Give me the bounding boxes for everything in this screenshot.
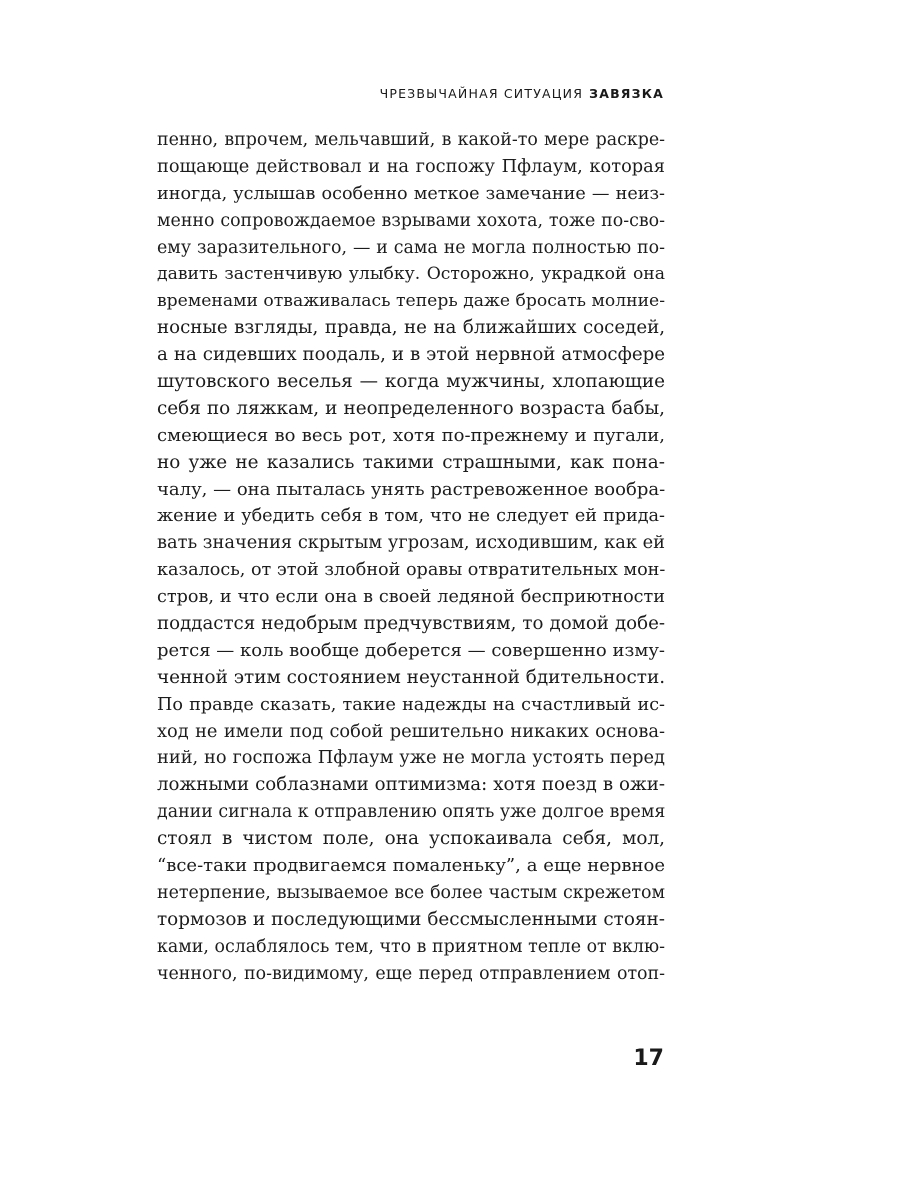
text-line: ему заразительного, — и сама не могла полностью по- bbox=[157, 237, 665, 258]
text-line: нетерпение, вызываемое все более частым скрежетом bbox=[157, 882, 665, 903]
text-line: пенно, впрочем, мельчавший, в какой-то мере раскре- bbox=[157, 130, 665, 150]
text-line: смеющиеся во весь рот, хотя по-прежнему и пугали, bbox=[157, 424, 665, 446]
text-line: казалось, от этой злобной оравы отвратительных мон- bbox=[157, 560, 665, 581]
text-line: себя по ляжкам, и неопределенного возраста бабы, bbox=[157, 397, 665, 419]
text-line: давить застенчивую улыбку. Осторожно, украдкой она bbox=[157, 264, 665, 285]
text-line: временами отваживалась теперь даже бросать молние- bbox=[157, 291, 665, 312]
section-title: ЗАВЯЗКА bbox=[589, 86, 664, 101]
text-line: ченной этим состоянием неустанной бдительности. bbox=[157, 666, 665, 688]
text-line: поддастся недобрым предчувствиям, то домой добе- bbox=[157, 613, 665, 635]
text-line: вать значения скрытым угрозам, исходившим, как ей bbox=[157, 532, 665, 554]
text-line: жение и убедить себя в том, что не следует ей прида- bbox=[157, 506, 665, 527]
text-line: ход не имели под собой решительно никаких основа- bbox=[157, 720, 665, 742]
text-line: иногда, услышав особенно меткое замечание — неиз- bbox=[157, 183, 665, 204]
chapter-title: ЧРЕЗВЫЧАЙНАЯ СИТУАЦИЯ bbox=[379, 86, 584, 101]
text-line: а на сидевших поодаль, и в этой нервной атмосфере bbox=[157, 344, 665, 366]
text-line: стров, и что если она в своей ледяной бесприютности bbox=[157, 587, 665, 608]
text-line: носные взгляды, правда, не на ближайших соседей, bbox=[157, 317, 665, 339]
text-line: дании сигнала к отправлению опять уже долгое время bbox=[157, 802, 665, 823]
text-line: тормозов и последующими бессмысленными стоян- bbox=[157, 908, 665, 930]
text-line: стоял в чистом поле, она успокаивала себя, мол, bbox=[157, 828, 665, 850]
text-line: но уже не казались такими страшными, как пона- bbox=[157, 451, 665, 473]
text-line: По правде сказать, такие надежды на счастливый ис- bbox=[157, 694, 665, 715]
text-line: чалу, — она пыталась унять растревоженное вообра- bbox=[157, 478, 665, 500]
text-line: ченного, по-видимому, еще перед отправлением отоп- bbox=[157, 963, 665, 984]
text-line: “все-таки продвигаемся помаленьку”, а еще нервное bbox=[157, 855, 665, 877]
text-line: ложными соблазнами оптимизма: хотя поезд в ожи- bbox=[157, 774, 665, 796]
page-number: 17 bbox=[633, 1046, 664, 1071]
text-line: ками, ослаблялось тем, что в приятном тепле от вклю- bbox=[157, 936, 665, 957]
body-text bbox=[157, 127, 665, 988]
text-line: менно сопровождаемое взрывами хохота, тоже по-сво- bbox=[157, 210, 665, 231]
text-line: ний, но госпожа Пфлаум уже не могла устоять перед bbox=[157, 747, 665, 769]
text-line: шутовского веселья — когда мужчины, хлопающие bbox=[157, 371, 665, 393]
running-header bbox=[380, 86, 664, 101]
text-line: рется — коль вообще доберется — совершенно изму- bbox=[157, 639, 665, 661]
text-line: пощающе действовал и на госпожу Пфлаум, которая bbox=[157, 155, 665, 177]
